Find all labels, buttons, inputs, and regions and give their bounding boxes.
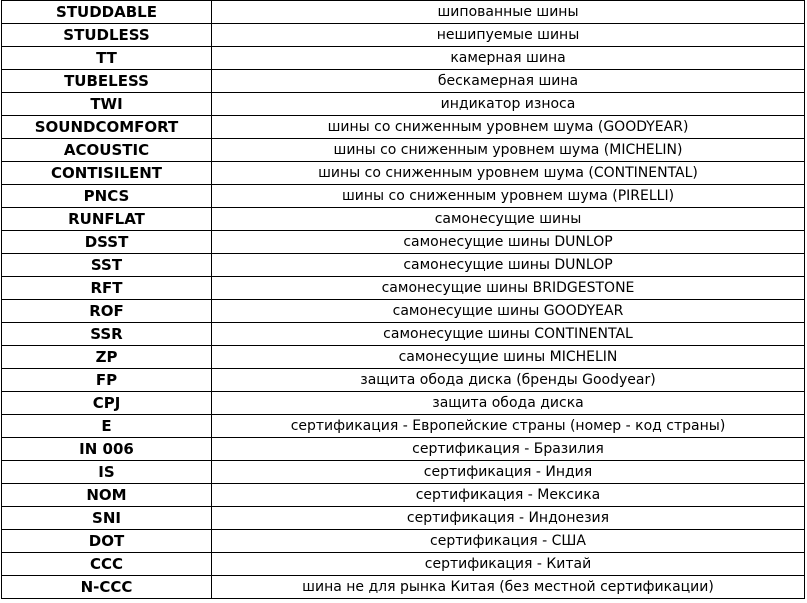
marking-code: CCC <box>2 553 212 576</box>
table-row <box>2 47 805 70</box>
marking-meaning: сертификация - США <box>212 530 805 553</box>
table-row <box>2 70 805 93</box>
marking-meaning: защита обода диска <box>212 392 805 415</box>
marking-meaning: бескамерная шина <box>212 70 805 93</box>
marking-code: SSR <box>2 323 212 346</box>
marking-code: TWI <box>2 93 212 116</box>
marking-code: TT <box>2 47 212 70</box>
table-row <box>2 24 805 47</box>
marking-meaning: самонесущие шины <box>212 208 805 231</box>
table-row <box>2 277 805 300</box>
table-row <box>2 231 805 254</box>
marking-code: FP <box>2 369 212 392</box>
table-row <box>2 1 805 24</box>
marking-meaning: самонесущие шины DUNLOP <box>212 254 805 277</box>
marking-meaning: нешипуемые шины <box>212 24 805 47</box>
marking-code: SST <box>2 254 212 277</box>
marking-code: CPJ <box>2 392 212 415</box>
table-row <box>2 507 805 530</box>
marking-meaning: шины со сниженным уровнем шума (GOODYEAR) <box>212 116 805 139</box>
table-row <box>2 208 805 231</box>
marking-code: NOM <box>2 484 212 507</box>
marking-meaning: сертификация - Мексика <box>212 484 805 507</box>
table-row <box>2 484 805 507</box>
marking-meaning: самонесущие шины BRIDGESTONE <box>212 277 805 300</box>
table-row <box>2 300 805 323</box>
marking-meaning: самонесущие шины MICHELIN <box>212 346 805 369</box>
marking-code: ROF <box>2 300 212 323</box>
marking-code: TUBELESS <box>2 70 212 93</box>
marking-code: DSST <box>2 231 212 254</box>
table-row <box>2 185 805 208</box>
table-row <box>2 392 805 415</box>
marking-code: IN 006 <box>2 438 212 461</box>
marking-meaning: сертификация - Индонезия <box>212 507 805 530</box>
table-row <box>2 461 805 484</box>
marking-code: CONTISILENT <box>2 162 212 185</box>
table-row <box>2 369 805 392</box>
table-row <box>2 576 805 599</box>
marking-code: DOT <box>2 530 212 553</box>
marking-code: IS <box>2 461 212 484</box>
marking-meaning: защита обода диска (бренды Goodyear) <box>212 369 805 392</box>
marking-meaning: сертификация - Индия <box>212 461 805 484</box>
table-row <box>2 254 805 277</box>
marking-code: RFT <box>2 277 212 300</box>
marking-meaning: самонесущие шины CONTINENTAL <box>212 323 805 346</box>
marking-meaning: шины со сниженным уровнем шума (MICHELIN) <box>212 139 805 162</box>
marking-code: RUNFLAT <box>2 208 212 231</box>
marking-meaning: индикатор износа <box>212 93 805 116</box>
marking-code: SOUNDCOMFORT <box>2 116 212 139</box>
marking-meaning: сертификация - Китай <box>212 553 805 576</box>
marking-code: ACOUSTIC <box>2 139 212 162</box>
marking-meaning: шина не для рынка Китая (без местной сертификации) <box>212 576 805 599</box>
table-body <box>2 1 805 599</box>
marking-code: ZP <box>2 346 212 369</box>
marking-meaning: самонесущие шины GOODYEAR <box>212 300 805 323</box>
table-row <box>2 438 805 461</box>
table-row <box>2 93 805 116</box>
table-row <box>2 553 805 576</box>
marking-meaning: сертификация - Бразилия <box>212 438 805 461</box>
table-row <box>2 415 805 438</box>
table-row <box>2 162 805 185</box>
marking-meaning: шины со сниженным уровнем шума (CONTINENTAL) <box>212 162 805 185</box>
table-row <box>2 530 805 553</box>
marking-code: N-CCC <box>2 576 212 599</box>
marking-code: E <box>2 415 212 438</box>
marking-meaning: самонесущие шины DUNLOP <box>212 231 805 254</box>
tire-marking-table <box>1 0 805 599</box>
marking-code: STUDDABLE <box>2 1 212 24</box>
table-row <box>2 116 805 139</box>
table-row <box>2 346 805 369</box>
table-row <box>2 323 805 346</box>
marking-meaning: сертификация - Европейские страны (номер - код страны) <box>212 415 805 438</box>
marking-meaning: шипованные шины <box>212 1 805 24</box>
marking-code: SNI <box>2 507 212 530</box>
table-row <box>2 139 805 162</box>
marking-meaning: камерная шина <box>212 47 805 70</box>
marking-code: STUDLESS <box>2 24 212 47</box>
marking-code: PNCS <box>2 185 212 208</box>
marking-meaning: шины со сниженным уровнем шума (PIRELLI) <box>212 185 805 208</box>
